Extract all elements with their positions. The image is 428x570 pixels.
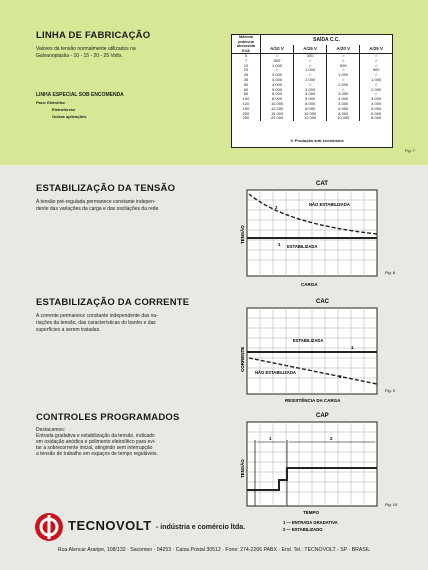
label-stable: ESTABILIZADA: [293, 338, 324, 343]
chart-title: CAC: [316, 299, 329, 305]
table-cell: 12.000: [261, 107, 294, 112]
output-table-box: [231, 34, 393, 148]
section-text: A tensão pré-regulada permanece constante indepen-: [36, 199, 156, 205]
table-cell: 1.000: [327, 73, 360, 78]
table-cell: 7: [244, 57, 248, 63]
table-cell: 5.000: [360, 107, 392, 112]
legend-1: 1 — ENTRADA GRADATIVA: [283, 520, 338, 525]
section-text: dente das variações da carga e das oscilações da rede.: [36, 206, 160, 212]
table-cell: 15.000: [261, 112, 294, 117]
section-title-controles: CONTROLES PROGRAMADOS: [36, 412, 180, 423]
table-cell: 10: [243, 62, 249, 68]
table-cell: 250: [242, 115, 250, 121]
table-cell: 6.000: [261, 92, 294, 97]
table-cell: ☆: [294, 59, 327, 64]
table-cell: 4.000: [360, 102, 392, 107]
power-header: Máxima potência absorvida KVA: [232, 35, 261, 54]
chart-cap: [235, 408, 405, 538]
table-cell: 8.000: [360, 116, 392, 121]
section-text: A corrente permanece constante independente das va-: [36, 313, 158, 319]
table-cell: 3.000: [360, 97, 392, 102]
table-cell: ☆: [360, 64, 392, 69]
table-cell: 2.000: [327, 83, 360, 88]
table-cell: 500: [360, 68, 392, 73]
section-title-tensao: ESTABILIZAÇÃO DA TENSÃO: [36, 183, 176, 194]
table-cell: ☆: [261, 54, 294, 59]
table-cell: 50: [243, 81, 249, 87]
table-cell: 1.000: [261, 64, 294, 69]
special-item: Para: Eletrólise: [36, 100, 66, 105]
output-header: SAÍDA C.C.: [261, 35, 393, 45]
y-axis-label: TENSÃO: [240, 459, 245, 478]
section-title-fabricacao: LINHA DE FABRICAÇÃO: [36, 30, 151, 41]
section-text: riações da tensão, das características do banho e das: [36, 320, 156, 326]
table-cell: ☆: [327, 88, 360, 93]
special-item: Eletroforese: [52, 107, 76, 112]
table-cell: 10.000: [327, 116, 360, 121]
table-cell: ☆: [360, 59, 392, 64]
marker-2: 2: [275, 205, 278, 210]
table-cell: ☆: [294, 73, 327, 78]
table-footnote: ☆ Produção anti-econômica: [290, 138, 344, 143]
chart-title: CAT: [316, 181, 328, 187]
column-header: A/25 V: [360, 45, 392, 54]
section-text: tar a sobrecorrente inicial, atingindo sem interrupção: [36, 445, 153, 451]
section-text: superfícies a serem tratadas.: [36, 327, 101, 333]
fig-label: Fig. 10: [385, 502, 398, 507]
section-text: Destacamos:: [36, 427, 66, 433]
column-header: A/10 V: [261, 45, 294, 54]
table-cell: 10.000: [261, 102, 294, 107]
chart-title: CAP: [316, 413, 329, 419]
table-cell: 1.000: [360, 78, 392, 83]
y-axis-label: CORRENTE: [240, 346, 245, 372]
label-unstable: NÃO ESTABILIZADA: [309, 202, 350, 207]
section-text: Galvanoplastia - 10 - 15 - 20 - 25 Volts.: [36, 53, 123, 59]
table-cell: 4.000: [261, 83, 294, 88]
fig-label: Fig. 7: [405, 148, 416, 153]
y-axis-label: TENSÃO: [240, 225, 245, 244]
table-cell: 2.000: [360, 88, 392, 93]
table-cell: 5.000: [294, 97, 327, 102]
table-cell: ☆: [327, 59, 360, 64]
table-cell: 35: [243, 76, 249, 82]
table-cell: 3.000: [294, 88, 327, 93]
table-cell: 300: [294, 54, 327, 59]
table-cell: 100: [242, 96, 250, 102]
table-cell: ☆: [327, 68, 360, 73]
table-cell: 120: [242, 100, 250, 106]
special-line-title: LINHA ESPECIAL SOB ENCOMENDA: [36, 92, 124, 98]
fig-label: Fig. 9: [385, 388, 396, 393]
table-cell: 8.000: [294, 107, 327, 112]
label-stable: ESTABILIZADA: [287, 244, 318, 249]
chart-cat: [235, 176, 405, 291]
table-cell: ☆: [327, 78, 360, 83]
table-cell: 8.000: [261, 97, 294, 102]
table-cell: ☆: [294, 83, 327, 88]
table-cell: 8.000: [327, 112, 360, 117]
table-cell: 4.000: [294, 92, 327, 97]
output-table: [232, 35, 392, 121]
table-cell: 80: [243, 91, 249, 97]
table-cell: ☆: [360, 54, 392, 59]
table-cell: 3.000: [261, 78, 294, 83]
x-axis-label: CARGA: [301, 282, 318, 287]
table-cell: 60: [243, 86, 249, 92]
x-axis-label: RESISTÊNCIA DA CARGA: [285, 398, 341, 403]
table-cell: ☆: [360, 83, 392, 88]
table-cell: ☆: [360, 73, 392, 78]
marker-2: 2: [330, 436, 333, 441]
special-item: Outras aplicações: [52, 114, 87, 119]
column-header: A/20 V: [327, 45, 360, 54]
table-cell: 20: [243, 67, 249, 73]
table-cell: 2.000: [261, 73, 294, 78]
table-cell: 12.000: [294, 116, 327, 121]
table-cell: 500: [261, 59, 294, 64]
table-cell: 5: [244, 53, 248, 58]
table-cell: 200: [242, 110, 250, 116]
table-cell: 3.000: [327, 92, 360, 97]
table-cell: 6.000: [360, 112, 392, 117]
marker-1: 1: [278, 242, 281, 247]
tecnovolt-logo-icon: [34, 512, 64, 542]
table-cell: 10.000: [294, 112, 327, 117]
table-cell: 4.000: [327, 97, 360, 102]
fig-label: Fig. 8: [385, 270, 396, 275]
table-cell: 2.000: [294, 78, 327, 83]
brand-name: TECNOVOLT: [68, 518, 152, 533]
chart-cac: [235, 294, 405, 409]
section-text: Valores da tensão normalmente utilizados na: [36, 46, 136, 52]
label-unstable: NÃO ESTABILIZADA: [255, 370, 296, 375]
marker-1: 1: [351, 345, 354, 350]
table-cell: ☆: [261, 68, 294, 73]
table-cell: 6.000: [294, 102, 327, 107]
marker-2: 2: [339, 374, 342, 379]
section-text: Entrada gradativa e estabilização da tensão, indicado: [36, 433, 155, 439]
table-cell: 1.000: [294, 68, 327, 73]
column-header: A/15 V: [294, 45, 327, 54]
table-cell: 150: [242, 105, 250, 111]
legend-2: 2 — ESTABILIZADO: [283, 527, 323, 532]
table-cell: 500: [327, 64, 360, 69]
table-cell: 5.000: [327, 102, 360, 107]
x-axis-label: TEMPO: [303, 510, 320, 515]
table-cell: 5.000: [261, 88, 294, 93]
table-row: [232, 116, 392, 121]
table-cell: 20.000: [261, 116, 294, 121]
section-title-corrente: ESTABILIZAÇÃO DA CORRENTE: [36, 297, 190, 308]
table-cell: 6.000: [327, 107, 360, 112]
table-cell: ☆: [327, 54, 360, 59]
marker-1: 1: [269, 436, 272, 441]
table-cell: ☆: [294, 64, 327, 69]
table-cell: ☆: [360, 92, 392, 97]
section-text: em oxidação anódica e polimento eletrolítico para evi-: [36, 439, 156, 445]
section-text: a tensão de trabalho em espaços de tempo reguláveis.: [36, 451, 158, 457]
footer-address: Rua Alencar Araripe, 108/132 · Sacomen · 04253 · Caixa Postal 30512 · Fone: 274-2266 PABX · End. Tel.: TECNOVOLT - SP · BRASIL: [57, 547, 371, 553]
table-cell: 25: [243, 72, 249, 78]
brand-tagline: - indústria e comércio ltda.: [156, 524, 246, 531]
